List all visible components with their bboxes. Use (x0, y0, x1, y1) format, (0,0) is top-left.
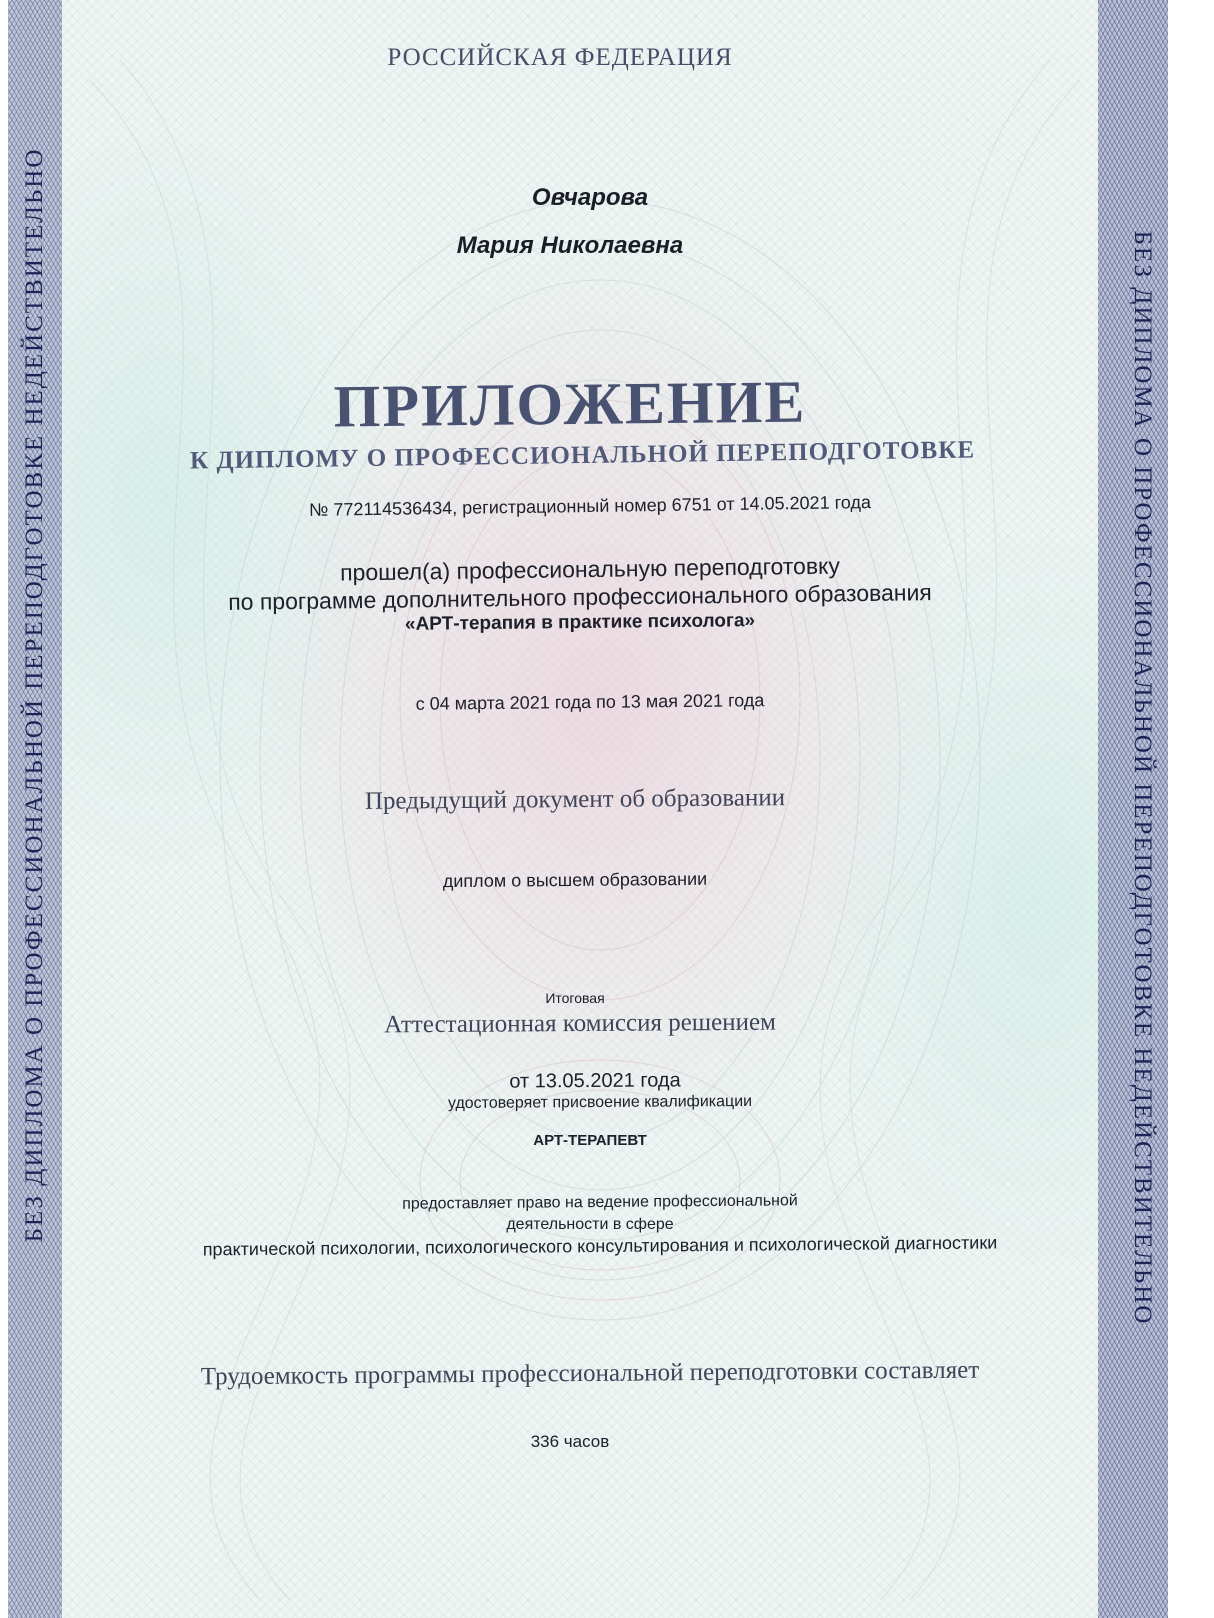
scan-margin-left (0, 0, 8, 1618)
rights-line-3: практической психологии, психологического консультирования и психологической диагностики (202, 1232, 998, 1260)
workload-hours: 336 часов (530, 1432, 610, 1451)
document-subheading: К ДИПЛОМУ О ПРОФЕССИОНАЛЬНОЙ ПЕРЕПОДГОТОВКЕ (189, 436, 976, 475)
training-passed: прошел(а) профессиональную переподготовку (339, 552, 841, 586)
rights-line-2: деятельности в сфере (506, 1216, 674, 1233)
registration-line: № 772114536434, регистрационный номер 6751 от 14.05.2021 года (308, 492, 872, 520)
scan-margin-right (1168, 0, 1214, 1618)
program-intro: по программе дополнительного профессионального образования (228, 579, 932, 615)
holder-given-names: Мария Николаевна (456, 232, 684, 259)
program-name: «АРТ-терапия в практике психолога» (404, 610, 756, 635)
right-border-text: БЕЗ ДИПЛОМА О ПРОФЕССИОНАЛЬНОЙ ПЕРЕПОДГОТОВКЕ НЕДЕЙСТВИТЕЛЬНО (1129, 230, 1156, 1326)
certifies-text: удостоверяет присвоение квалификации (447, 1092, 753, 1113)
training-period: с 04 марта 2021 года по 13 мая 2021 года (415, 690, 765, 714)
country-name: РОССИЙСКАЯ ФЕДЕРАЦИЯ (387, 44, 733, 71)
workload-label: Трудоемкость программы профессиональной переподготовки составляет (200, 1356, 980, 1391)
final-label: Итоговая (545, 990, 605, 1006)
decision-date: от 13.05.2021 года (509, 1069, 681, 1093)
holder-surname: Овчарова (531, 184, 649, 211)
qualification-value: АРТ-ТЕРАПЕВТ (533, 1132, 647, 1149)
commission-label: Аттестационная комиссия решением (384, 1008, 776, 1039)
document-heading: ПРИЛОЖЕНИЕ (333, 368, 807, 440)
left-border-text: БЕЗ ДИПЛОМА О ПРОФЕССИОНАЛЬНОЙ ПЕРЕПОДГОТОВКЕ НЕДЕЙСТВИТЕЛЬНО (21, 147, 48, 1243)
previous-document-value: диплом о высшем образовании (442, 868, 708, 892)
rights-line-1: предоставляет право на ведение профессиональной (402, 1192, 798, 1213)
previous-document-label: Предыдущий документ об образовании (364, 784, 786, 815)
